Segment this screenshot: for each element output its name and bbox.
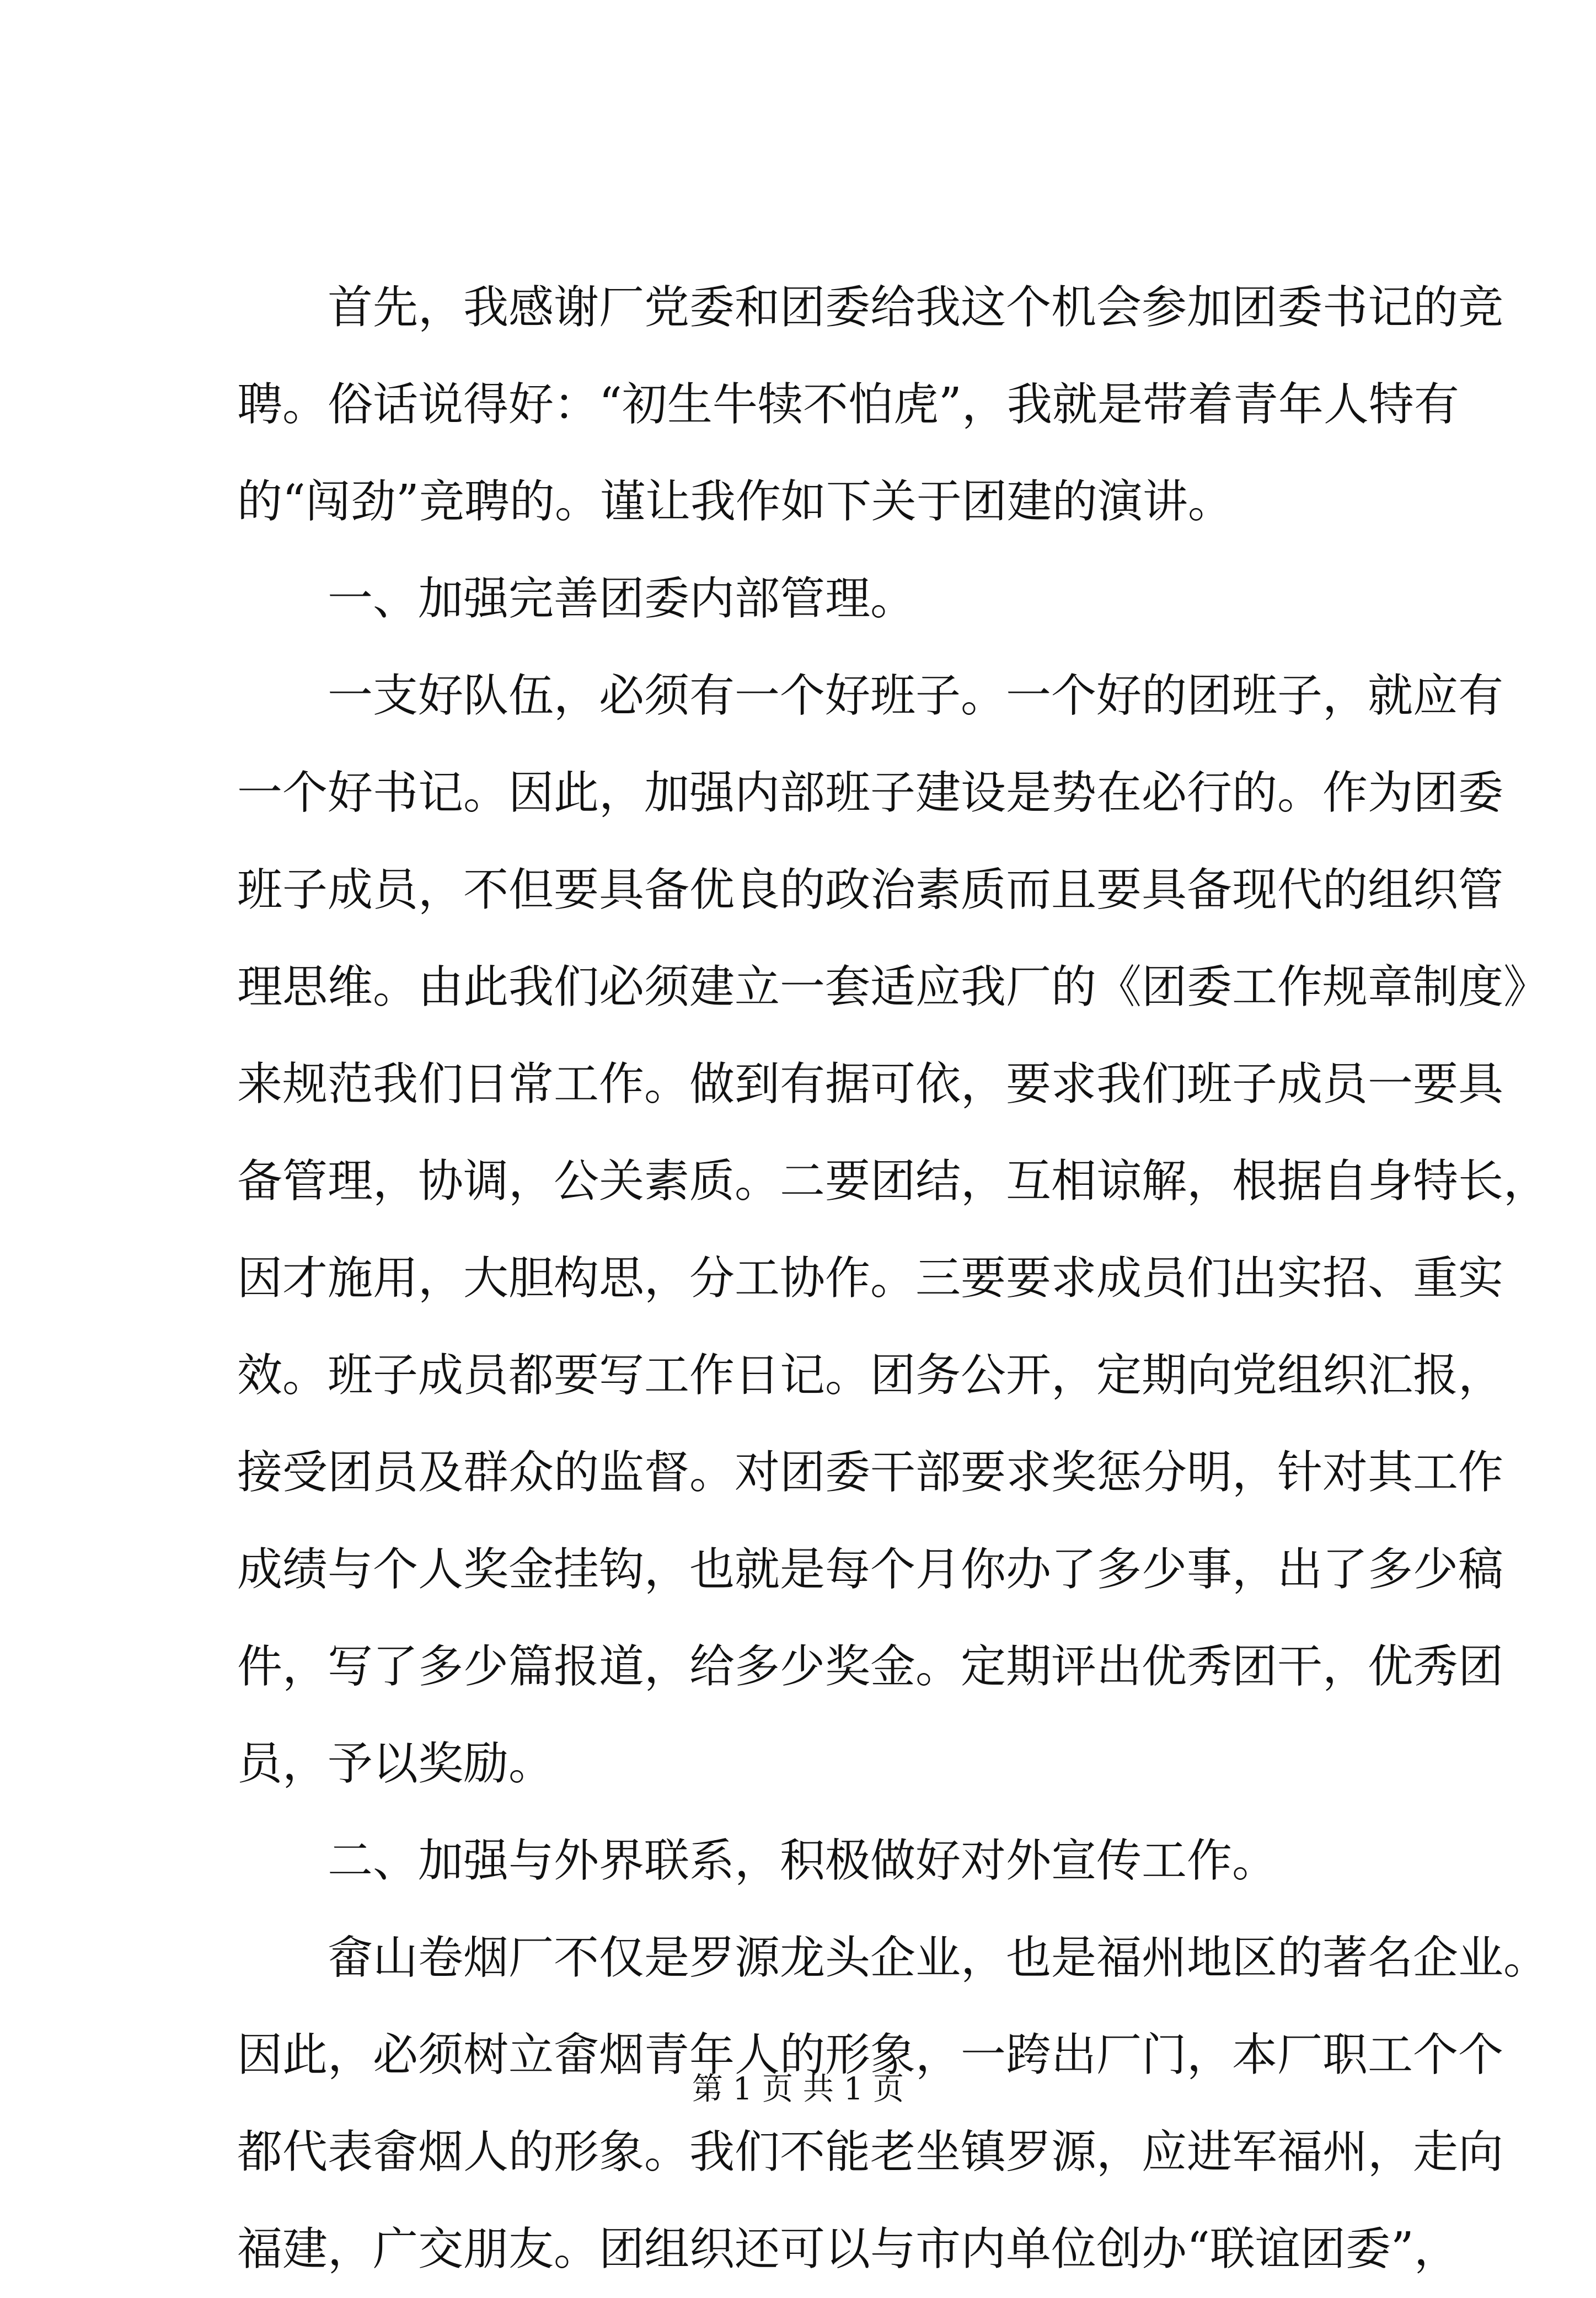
text-line: 备管理，协调，公关素质。二要团结，互相谅解，根据自身特长， bbox=[237, 1155, 1549, 1207]
text-line: 福建，广交朋友。团组织还可以与市内单位创办“联谊团委”， bbox=[237, 2223, 1459, 2275]
text-line: 首先，我感谢厂党委和团委给我这个机会参加团委书记的竞 bbox=[328, 281, 1504, 334]
text-line: 班子成员，不但要具备优良的政治素质而且要具备现代的组织管 bbox=[237, 864, 1504, 916]
text-line: 因此，必须树立畲烟青年人的形象，一跨出厂门，本厂职工个个 bbox=[237, 2029, 1504, 2081]
text-line: 来规范我们日常工作。做到有据可依，要求我们班子成员一要具 bbox=[237, 1058, 1504, 1110]
text-line: 理思维。由此我们必须建立一套适应我厂的《团委工作规章制度》 bbox=[237, 961, 1549, 1013]
body-text bbox=[237, 259, 1549, 2298]
text-line: 都代表畲烟人的形象。我们不能老坐镇罗源，应进军福州，走向 bbox=[237, 2126, 1504, 2178]
text-line: 件，写了多少篇报道，给多少奖金。定期评出优秀团干，优秀团 bbox=[237, 1640, 1504, 1693]
section-heading: 一、加强完善团委内部管理。 bbox=[328, 573, 916, 625]
text-line: 的“闯劲”竞聘的。谨让我作如下关于团建的演讲。 bbox=[237, 475, 1233, 528]
section-heading: 二、加强与外界联系，积极做好对外宣传工作。 bbox=[328, 1835, 1278, 1887]
text-line: 因才施用，大胆构思，分工协作。三要要求成员们出实招、重实 bbox=[237, 1252, 1504, 1305]
text-line: 效。班子成员都要写工作日记。团务公开，定期向党组织汇报， bbox=[237, 1349, 1504, 1402]
text-line: 接受团员及群众的监督。对团委干部要求奖惩分明，针对其工作 bbox=[237, 1446, 1504, 1499]
text-line: 聘。俗话说得好：“初生牛犊不怕虎”，我就是带着青年人特有 bbox=[237, 378, 1459, 431]
text-line: 一个好书记。因此，加强内部班子建设是势在必行的。作为团委 bbox=[237, 767, 1504, 819]
text-line: 一支好队伍，必须有一个好班子。一个好的团班子，就应有 bbox=[328, 670, 1504, 722]
page-footer: 第 1 页 共 1 页 bbox=[692, 2071, 904, 2107]
text-line: 员，予以奖励。 bbox=[237, 1738, 554, 1790]
text-line: 畲山卷烟厂不仅是罗源龙头企业，也是福州地区的著名企业。 bbox=[328, 1932, 1549, 1984]
text-line: 成绩与个人奖金挂钩，也就是每个月你办了多少事，出了多少稿 bbox=[237, 1543, 1504, 1596]
